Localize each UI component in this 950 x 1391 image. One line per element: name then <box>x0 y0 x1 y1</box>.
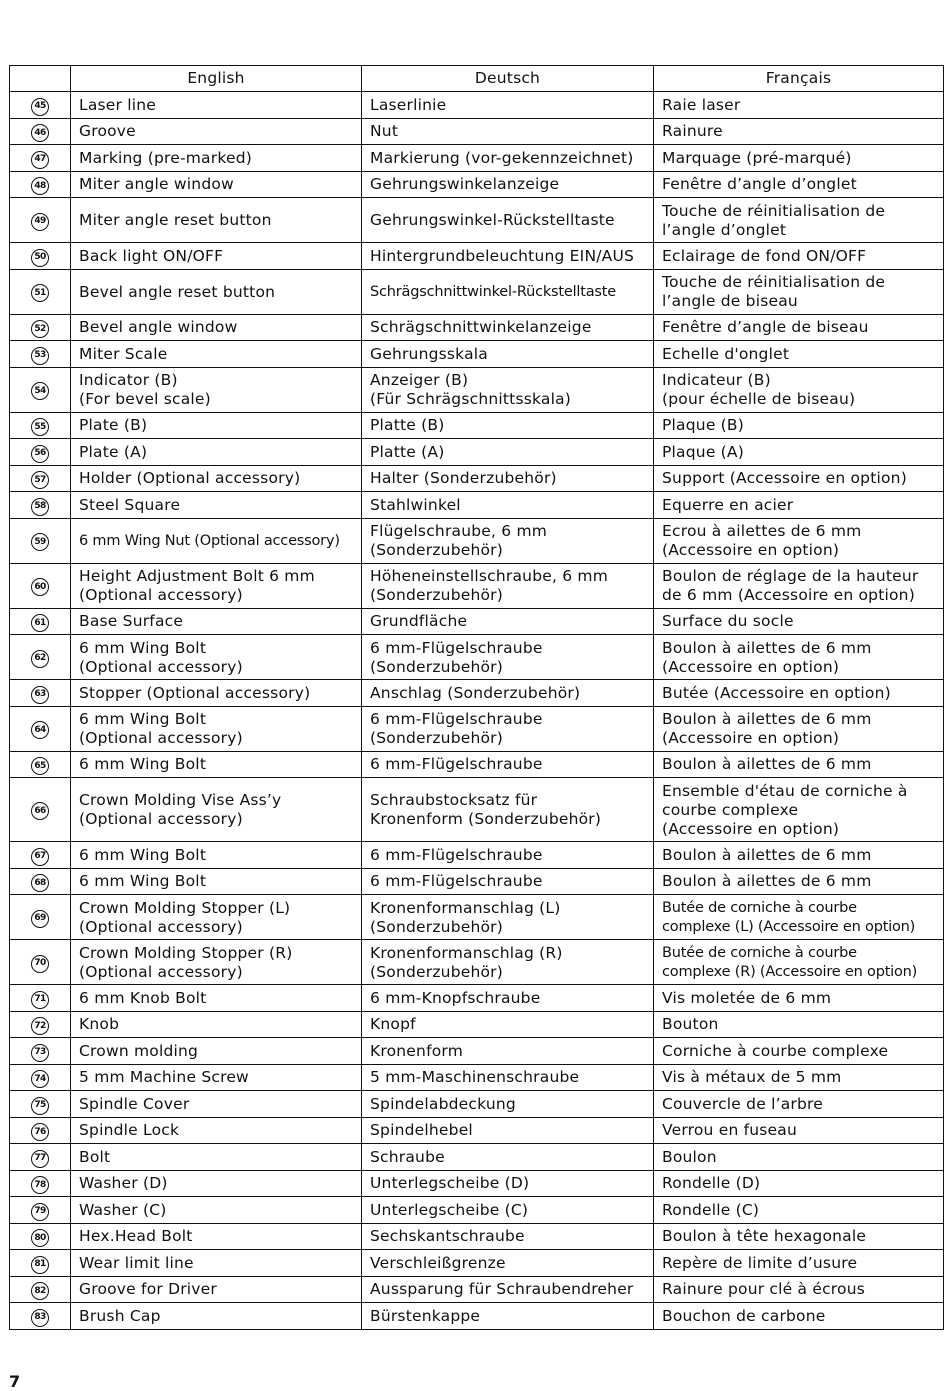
english-cell: Groove <box>71 118 362 145</box>
english-cell: Back light ON/OFF <box>71 243 362 270</box>
circled-number: 52 <box>31 320 49 338</box>
part-number <box>10 895 71 940</box>
francais-cell: Plaque (B) <box>654 412 944 439</box>
francais-cell: Boulon à ailettes de 6 mm <box>654 842 944 869</box>
deutsch-cell: 6 mm-Flügelschraube <box>362 751 654 778</box>
francais-cell: Boulon de réglage de la hauteur de 6 mm (Accessoire en option) <box>654 563 944 608</box>
deutsch-cell: Schraubstocksatz für Kronenform (Sonderzubehör) <box>362 778 654 842</box>
circled-number: 59 <box>31 533 49 551</box>
francais-cell: Corniche à courbe complexe <box>654 1038 944 1065</box>
english-cell: Height Adjustment Bolt 6 mm (Optional accessory) <box>71 563 362 608</box>
english-cell: Wear limit line <box>71 1250 362 1277</box>
table-row <box>10 778 944 842</box>
table-row <box>10 706 944 751</box>
part-number <box>10 243 71 270</box>
table-row <box>10 1091 944 1118</box>
francais-cell: Bouchon de carbone <box>654 1303 944 1330</box>
table-row <box>10 1197 944 1224</box>
francais-cell: Butée de corniche à courbe complexe (R) (Accessoire en option) <box>654 940 944 985</box>
circled-number: 78 <box>31 1176 49 1194</box>
deutsch-cell: Anzeiger (B) (Für Schrägschnittsskala) <box>362 367 654 412</box>
francais-cell: Fenêtre d’angle d’onglet <box>654 171 944 198</box>
circled-number: 73 <box>31 1044 49 1062</box>
deutsch-cell: Gehrungswinkel-Rückstelltaste <box>362 198 654 243</box>
part-number <box>10 608 71 635</box>
deutsch-cell: Grundfläche <box>362 608 654 635</box>
english-cell: Crown Molding Vise Ass’y (Optional accessory) <box>71 778 362 842</box>
part-number <box>10 92 71 119</box>
deutsch-cell: Knopf <box>362 1011 654 1038</box>
deutsch-cell: Kronenform <box>362 1038 654 1065</box>
deutsch-cell: Stahlwinkel <box>362 492 654 519</box>
english-cell: Stopper (Optional accessory) <box>71 680 362 707</box>
deutsch-cell: Spindelhebel <box>362 1117 654 1144</box>
francais-cell: Boulon à ailettes de 6 mm <box>654 751 944 778</box>
table-row <box>10 868 944 895</box>
english-cell: Spindle Lock <box>71 1117 362 1144</box>
francais-cell: Boulon à ailettes de 6 mm <box>654 868 944 895</box>
circled-number: 67 <box>31 848 49 866</box>
part-number <box>10 314 71 341</box>
parts-table <box>9 65 944 1330</box>
francais-cell: Repère de limite d’usure <box>654 1250 944 1277</box>
page-number: 7 <box>9 1372 21 1391</box>
english-cell: Hex.Head Bolt <box>71 1223 362 1250</box>
circled-number: 68 <box>31 874 49 892</box>
part-number <box>10 1064 71 1091</box>
circled-number: 46 <box>31 124 49 142</box>
circled-number: 58 <box>31 498 49 516</box>
table-row <box>10 1038 944 1065</box>
deutsch-cell: Höheneinstellschraube, 6 mm (Sonderzubehör) <box>362 563 654 608</box>
table-row <box>10 171 944 198</box>
circled-number: 48 <box>31 177 49 195</box>
circled-number: 57 <box>31 471 49 489</box>
circled-number: 65 <box>31 757 49 775</box>
deutsch-cell: Anschlag (Sonderzubehör) <box>362 680 654 707</box>
circled-number: 60 <box>31 578 49 596</box>
francais-cell: Raie laser <box>654 92 944 119</box>
part-number <box>10 465 71 492</box>
table-row <box>10 608 944 635</box>
part-number <box>10 563 71 608</box>
deutsch-cell: Schraube <box>362 1144 654 1171</box>
deutsch-cell: Nut <box>362 118 654 145</box>
circled-number: 56 <box>31 445 49 463</box>
francais-cell: Vis moletée de 6 mm <box>654 985 944 1012</box>
francais-cell: Bouton <box>654 1011 944 1038</box>
deutsch-cell: 6 mm-Knopfschraube <box>362 985 654 1012</box>
part-number <box>10 1038 71 1065</box>
francais-cell: Boulon à ailettes de 6 mm (Accessoire en option) <box>654 706 944 751</box>
header-english: English <box>71 66 362 92</box>
deutsch-cell: Hintergrundbeleuchtung EIN/AUS <box>362 243 654 270</box>
francais-cell: Rondelle (D) <box>654 1170 944 1197</box>
francais-cell: Ecrou à ailettes de 6 mm (Accessoire en option) <box>654 518 944 563</box>
deutsch-cell: Kronenformanschlag (L) (Sonderzubehör) <box>362 895 654 940</box>
table-row <box>10 314 944 341</box>
table-row <box>10 367 944 412</box>
table-row <box>10 518 944 563</box>
english-cell: Spindle Cover <box>71 1091 362 1118</box>
english-cell: Indicator (B) (For bevel scale) <box>71 367 362 412</box>
english-cell: Bolt <box>71 1144 362 1171</box>
deutsch-cell: Bürstenkappe <box>362 1303 654 1330</box>
circled-number: 62 <box>31 650 49 668</box>
circled-number: 55 <box>31 418 49 436</box>
english-cell: Crown molding <box>71 1038 362 1065</box>
circled-number: 77 <box>31 1150 49 1168</box>
francais-cell: Rainure <box>654 118 944 145</box>
circled-number: 80 <box>31 1229 49 1247</box>
circled-number: 45 <box>31 98 49 116</box>
english-cell: Steel Square <box>71 492 362 519</box>
english-cell: Groove for Driver <box>71 1276 362 1303</box>
english-cell: Holder (Optional accessory) <box>71 465 362 492</box>
francais-cell: Echelle d'onglet <box>654 341 944 368</box>
francais-cell: Equerre en acier <box>654 492 944 519</box>
part-number <box>10 680 71 707</box>
header-row <box>10 66 944 92</box>
circled-number: 63 <box>31 686 49 704</box>
circled-number: 50 <box>31 249 49 267</box>
english-cell: Brush Cap <box>71 1303 362 1330</box>
table-row <box>10 92 944 119</box>
francais-cell: Boulon <box>654 1144 944 1171</box>
part-number <box>10 985 71 1012</box>
francais-cell: Indicateur (B) (pour échelle de biseau) <box>654 367 944 412</box>
part-number <box>10 1144 71 1171</box>
english-cell: Knob <box>71 1011 362 1038</box>
deutsch-cell: Unterlegscheibe (D) <box>362 1170 654 1197</box>
deutsch-cell: Kronenformanschlag (R) (Sonderzubehör) <box>362 940 654 985</box>
english-cell: Miter angle reset button <box>71 198 362 243</box>
header-francais: Français <box>654 66 944 92</box>
table-row <box>10 1117 944 1144</box>
english-cell: Bevel angle reset button <box>71 269 362 314</box>
francais-cell: Eclairage de fond ON/OFF <box>654 243 944 270</box>
francais-cell: Plaque (A) <box>654 439 944 466</box>
table-row <box>10 412 944 439</box>
english-cell: Laser line <box>71 92 362 119</box>
part-number <box>10 778 71 842</box>
english-cell: Crown Molding Stopper (R) (Optional accessory) <box>71 940 362 985</box>
table-row <box>10 895 944 940</box>
part-number <box>10 1250 71 1277</box>
table-body <box>10 92 944 1330</box>
francais-cell: Rainure pour clé à écrous <box>654 1276 944 1303</box>
part-number <box>10 868 71 895</box>
english-cell: Washer (C) <box>71 1197 362 1224</box>
table-row <box>10 1144 944 1171</box>
table-row <box>10 1064 944 1091</box>
part-number <box>10 341 71 368</box>
circled-number: 69 <box>31 910 49 928</box>
table-row <box>10 563 944 608</box>
deutsch-cell: 6 mm-Flügelschraube (Sonderzubehör) <box>362 706 654 751</box>
francais-cell: Butée de corniche à courbe complexe (L) (Accessoire en option) <box>654 895 944 940</box>
part-number <box>10 269 71 314</box>
francais-cell: Touche de réinitialisation de l’angle de biseau <box>654 269 944 314</box>
table-row <box>10 439 944 466</box>
deutsch-cell: Unterlegscheibe (C) <box>362 1197 654 1224</box>
table-row <box>10 635 944 680</box>
circled-number: 75 <box>31 1097 49 1115</box>
francais-cell: Boulon à ailettes de 6 mm (Accessoire en option) <box>654 635 944 680</box>
table-row <box>10 243 944 270</box>
part-number <box>10 412 71 439</box>
english-cell: 6 mm Wing Bolt (Optional accessory) <box>71 635 362 680</box>
english-cell: 6 mm Wing Nut (Optional accessory) <box>71 518 362 563</box>
part-number <box>10 492 71 519</box>
english-cell: Marking (pre-marked) <box>71 145 362 172</box>
francais-cell: Fenêtre d’angle de biseau <box>654 314 944 341</box>
francais-cell: Vis à métaux de 5 mm <box>654 1064 944 1091</box>
part-number <box>10 171 71 198</box>
english-cell: Washer (D) <box>71 1170 362 1197</box>
english-cell: 6 mm Wing Bolt <box>71 868 362 895</box>
part-number <box>10 1303 71 1330</box>
table-row <box>10 269 944 314</box>
part-number <box>10 1117 71 1144</box>
english-cell: Miter angle window <box>71 171 362 198</box>
deutsch-cell: Platte (B) <box>362 412 654 439</box>
deutsch-cell: Sechskantschraube <box>362 1223 654 1250</box>
deutsch-cell: Gehrungsskala <box>362 341 654 368</box>
english-cell: 6 mm Knob Bolt <box>71 985 362 1012</box>
header-deutsch: Deutsch <box>362 66 654 92</box>
francais-cell: Butée (Accessoire en option) <box>654 680 944 707</box>
circled-number: 83 <box>31 1309 49 1327</box>
circled-number: 53 <box>31 347 49 365</box>
table-row <box>10 1223 944 1250</box>
part-number <box>10 518 71 563</box>
table-row <box>10 985 944 1012</box>
part-number <box>10 118 71 145</box>
english-cell: Miter Scale <box>71 341 362 368</box>
deutsch-cell: 6 mm-Flügelschraube <box>362 842 654 869</box>
english-cell: 6 mm Wing Bolt <box>71 842 362 869</box>
circled-number: 72 <box>31 1017 49 1035</box>
table-row <box>10 145 944 172</box>
table-row <box>10 198 944 243</box>
english-cell: Plate (A) <box>71 439 362 466</box>
circled-number: 70 <box>31 955 49 973</box>
circled-number: 64 <box>31 721 49 739</box>
part-number <box>10 635 71 680</box>
english-cell: Base Surface <box>71 608 362 635</box>
part-number <box>10 145 71 172</box>
table-row <box>10 1011 944 1038</box>
part-number <box>10 1011 71 1038</box>
english-cell: Plate (B) <box>71 412 362 439</box>
francais-cell: Support (Accessoire en option) <box>654 465 944 492</box>
deutsch-cell: 5 mm-Maschinenschraube <box>362 1064 654 1091</box>
circled-number: 66 <box>31 802 49 820</box>
table-row <box>10 940 944 985</box>
part-number <box>10 1223 71 1250</box>
francais-cell: Marquage (pré-marqué) <box>654 145 944 172</box>
francais-cell: Touche de réinitialisation de l’angle d’onglet <box>654 198 944 243</box>
table-row <box>10 1303 944 1330</box>
circled-number: 47 <box>31 151 49 169</box>
circled-number: 79 <box>31 1203 49 1221</box>
circled-number: 71 <box>31 991 49 1009</box>
deutsch-cell: Platte (A) <box>362 439 654 466</box>
part-number <box>10 198 71 243</box>
table-row <box>10 341 944 368</box>
table-row <box>10 1276 944 1303</box>
deutsch-cell: Markierung (vor-gekennzeichnet) <box>362 145 654 172</box>
english-cell: 5 mm Machine Screw <box>71 1064 362 1091</box>
part-number <box>10 1170 71 1197</box>
deutsch-cell: Spindelabdeckung <box>362 1091 654 1118</box>
circled-number: 81 <box>31 1256 49 1274</box>
deutsch-cell: Aussparung für Schraubendreher <box>362 1276 654 1303</box>
table-row <box>10 1170 944 1197</box>
francais-cell: Couvercle de l’arbre <box>654 1091 944 1118</box>
table-row <box>10 680 944 707</box>
english-cell: Crown Molding Stopper (L) (Optional accessory) <box>71 895 362 940</box>
circled-number: 61 <box>31 614 49 632</box>
part-number <box>10 1197 71 1224</box>
circled-number: 82 <box>31 1282 49 1300</box>
deutsch-cell: Halter (Sonderzubehör) <box>362 465 654 492</box>
circled-number: 54 <box>31 382 49 400</box>
circled-number: 51 <box>31 284 49 302</box>
francais-cell: Boulon à tête hexagonale <box>654 1223 944 1250</box>
part-number <box>10 1091 71 1118</box>
table-row <box>10 1250 944 1277</box>
francais-cell: Verrou en fuseau <box>654 1117 944 1144</box>
deutsch-cell: 6 mm-Flügelschraube (Sonderzubehör) <box>362 635 654 680</box>
deutsch-cell: Schrägschnittwinkelanzeige <box>362 314 654 341</box>
deutsch-cell: Laserlinie <box>362 92 654 119</box>
english-cell: Bevel angle window <box>71 314 362 341</box>
part-number <box>10 1276 71 1303</box>
deutsch-cell: Verschleißgrenze <box>362 1250 654 1277</box>
english-cell: 6 mm Wing Bolt <box>71 751 362 778</box>
deutsch-cell: Flügelschraube, 6 mm (Sonderzubehör) <box>362 518 654 563</box>
part-number <box>10 439 71 466</box>
header-number <box>10 66 71 92</box>
table-row <box>10 492 944 519</box>
part-number <box>10 751 71 778</box>
table-row <box>10 465 944 492</box>
part-number <box>10 842 71 869</box>
deutsch-cell: Gehrungswinkelanzeige <box>362 171 654 198</box>
francais-cell: Rondelle (C) <box>654 1197 944 1224</box>
deutsch-cell: Schrägschnittwinkel-Rückstelltaste <box>362 269 654 314</box>
circled-number: 76 <box>31 1123 49 1141</box>
table-row <box>10 118 944 145</box>
circled-number: 74 <box>31 1070 49 1088</box>
circled-number: 49 <box>31 213 49 231</box>
english-cell: 6 mm Wing Bolt (Optional accessory) <box>71 706 362 751</box>
part-number <box>10 940 71 985</box>
part-number <box>10 706 71 751</box>
francais-cell: Ensemble d'étau de corniche à courbe complexe (Accessoire en option) <box>654 778 944 842</box>
francais-cell: Surface du socle <box>654 608 944 635</box>
deutsch-cell: 6 mm-Flügelschraube <box>362 868 654 895</box>
table-row <box>10 842 944 869</box>
table-row <box>10 751 944 778</box>
part-number <box>10 367 71 412</box>
